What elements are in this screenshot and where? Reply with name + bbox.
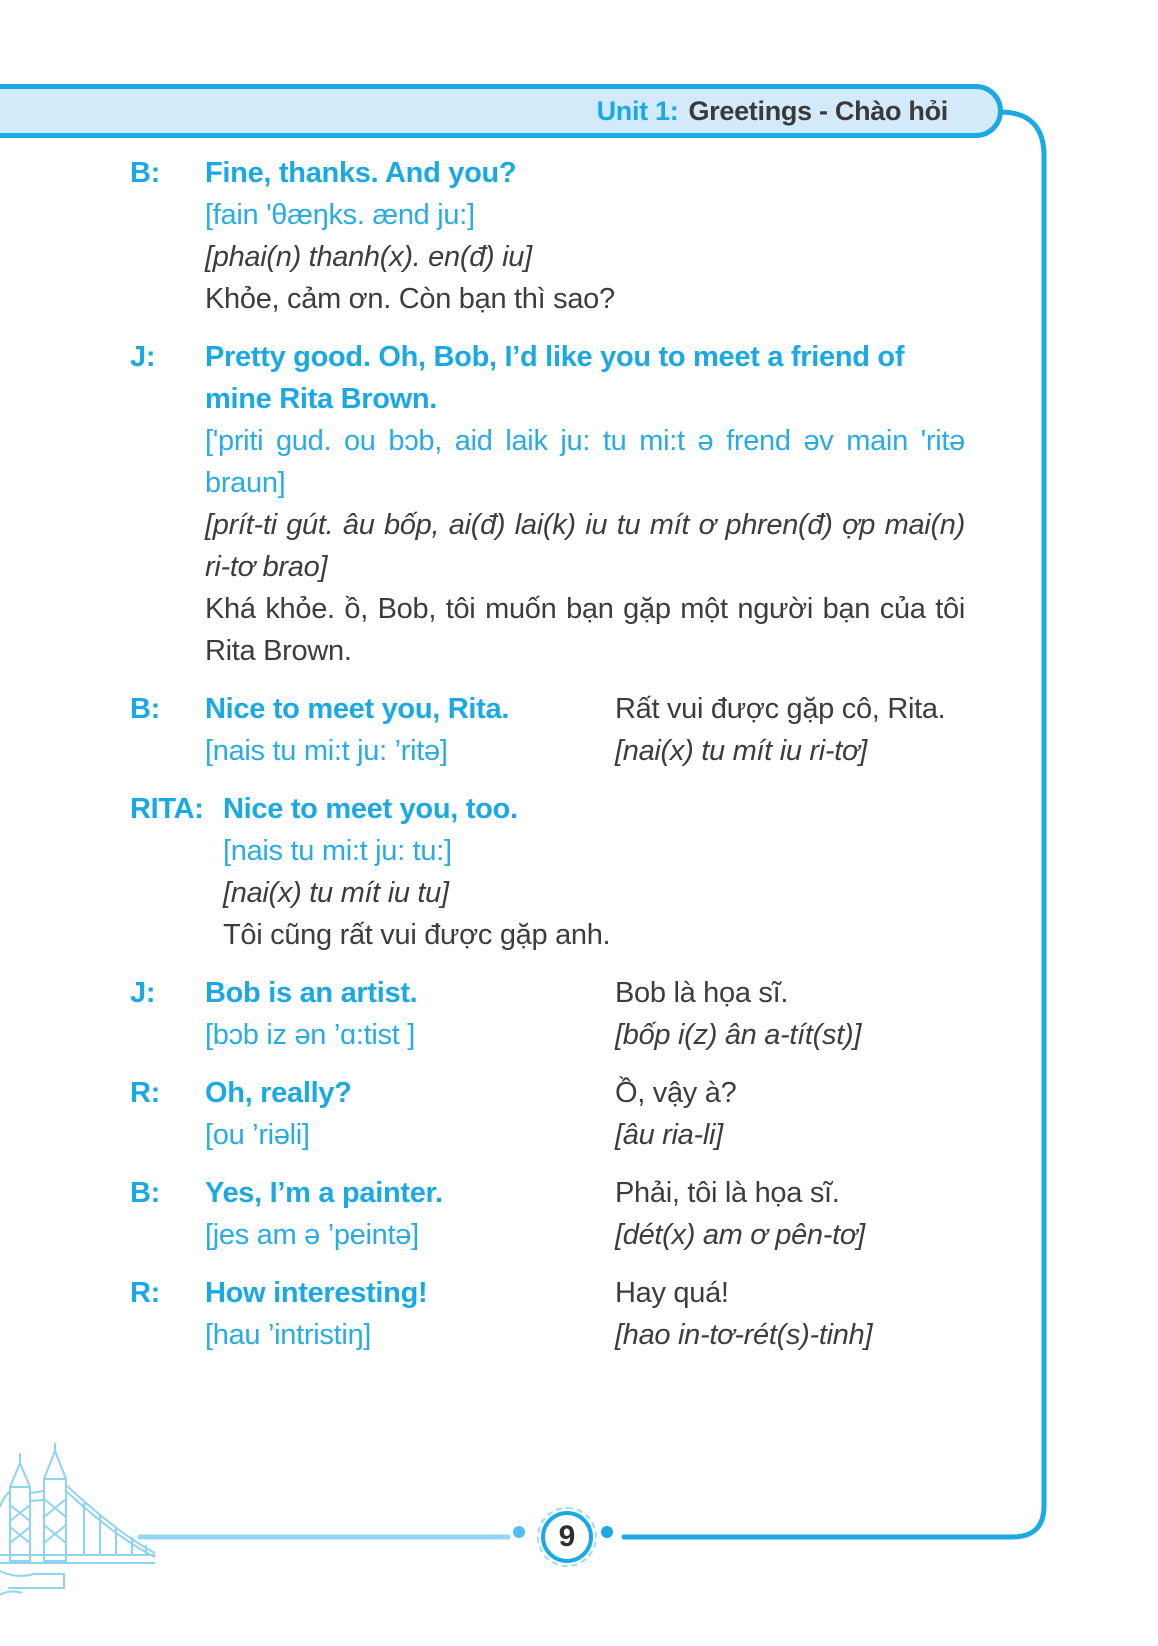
viet-phonetic-line: [dét(x) am ơ pên-tơ] <box>615 1219 865 1251</box>
tower-bridge-illustration <box>0 1443 180 1603</box>
speaker-label: J: <box>130 341 156 373</box>
translation-line: Khỏe, cảm ơn. Còn bạn thì sao? <box>205 283 615 315</box>
speaker-label: RITA: <box>130 793 204 825</box>
right-divider-ring <box>601 1526 613 1538</box>
viet-phonetic-line: [bốp i(z) ân a-tít(st)] <box>615 1019 862 1051</box>
dialogue-entry <box>130 336 965 672</box>
speaker-label: R: <box>130 1277 161 1309</box>
unit-title: Greetings - Chào hỏi <box>688 95 948 126</box>
ipa-line: [ou ’riəli] <box>205 1119 310 1151</box>
dialogue-entry <box>130 1072 965 1156</box>
translation-line: Hay quá! <box>615 1277 729 1309</box>
viet-phonetic-line: [prít-ti gút. âu bốp, ai(đ) lai(k) iu tu mít ơ phren(đ) ợp mai(n) ri-tơ brao] <box>205 509 965 583</box>
speaker-label: B: <box>130 693 161 725</box>
page-number-badge <box>541 1511 593 1563</box>
speaker-label: R: <box>130 1077 161 1109</box>
dialogue-entry <box>130 1272 965 1356</box>
viet-phonetic-line: [nai(x) tu mít iu tu] <box>223 877 449 909</box>
english-line: Fine, thanks. And you? <box>205 157 517 189</box>
viet-phonetic-line: [âu ria-li] <box>615 1119 723 1151</box>
dialogue-entry <box>130 688 965 772</box>
ipa-line: [bɔb iz ən ’ɑ:tist ] <box>205 1019 415 1051</box>
english-line: Nice to meet you, Rita. <box>205 693 510 725</box>
dialogue-entry <box>130 1172 965 1256</box>
dialogue-entry <box>130 152 965 320</box>
ipa-line: [nais tu mi:t ju: ’ritə] <box>205 735 448 767</box>
english-line: Yes, I’m a painter. <box>205 1177 443 1209</box>
left-divider-ring <box>513 1526 525 1538</box>
translation-line: Phải, tôi là họa sĩ. <box>615 1177 840 1209</box>
english-line: Nice to meet you, too. <box>223 793 518 825</box>
english-line: How interesting! <box>205 1277 428 1309</box>
translation-line: Ồ, vậy à? <box>615 1077 737 1109</box>
translation-line: Khá khỏe. ồ, Bob, tôi muốn bạn gặp một người bạn của tôi Rita Brown. <box>205 593 965 667</box>
ipa-line: [nais tu mi:t ju: tu:] <box>223 835 452 867</box>
english-line: Pretty good. Oh, Bob, I’d like you to meet a friend of mine Rita Brown. <box>205 341 905 415</box>
english-line: Oh, really? <box>205 1077 352 1109</box>
unit-header <box>0 84 1003 138</box>
dialogue-entry <box>130 972 965 1056</box>
speaker-label: B: <box>130 1177 161 1209</box>
translation-line: Tôi cũng rất vui được gặp anh. <box>223 919 611 951</box>
speaker-label: B: <box>130 157 161 189</box>
translation-line: Bob là họa sĩ. <box>615 977 789 1009</box>
translation-line: Rất vui được gặp cô, Rita. <box>615 693 946 725</box>
ipa-line: [hau ’intristiŋ] <box>205 1319 372 1351</box>
speaker-label: J: <box>130 977 156 1009</box>
ipa-line: [jes am ə ’peintə] <box>205 1219 419 1251</box>
ipa-line: [fain 'θæŋks. ænd ju:] <box>205 199 475 231</box>
dialogue-entry <box>130 788 965 956</box>
viet-phonetic-line: [phai(n) thanh(x). en(đ) iu] <box>205 241 532 273</box>
page-number: 9 <box>558 1520 576 1553</box>
viet-phonetic-line: [hao in-tơ-rét(s)-tinh] <box>615 1319 873 1351</box>
ipa-line: ['priti gud. ou bɔb, aid laik ju: tu mi:t ə frend əv main 'ritə braun] <box>205 425 965 499</box>
dialogue-list <box>130 152 965 1372</box>
english-line: Bob is an artist. <box>205 977 418 1009</box>
viet-phonetic-line: [nai(x) tu mít iu ri-tơ] <box>615 735 868 767</box>
unit-label: Unit 1: <box>596 95 679 126</box>
